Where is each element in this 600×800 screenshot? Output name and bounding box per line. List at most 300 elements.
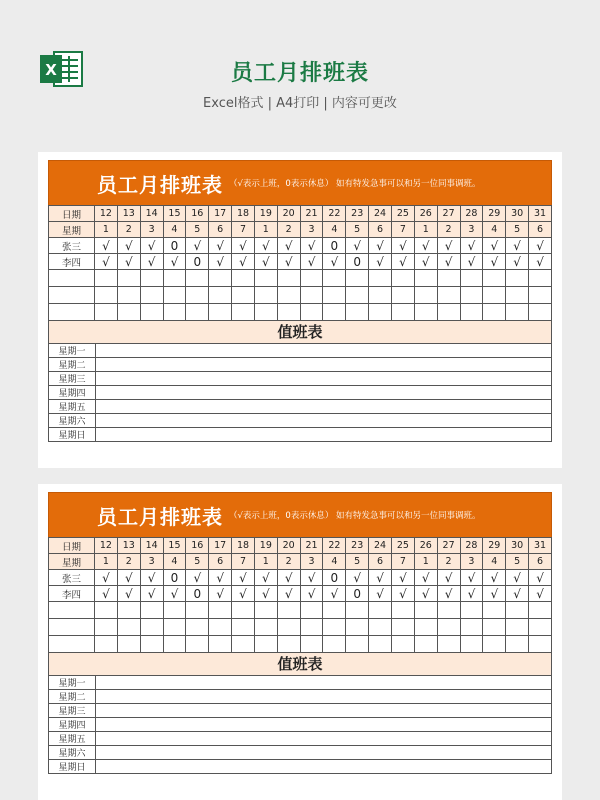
date-cell[interactable]: 24 xyxy=(369,538,392,554)
weekday-cell[interactable]: 1 xyxy=(254,554,277,570)
empty-cell[interactable] xyxy=(437,304,460,321)
empty-cell[interactable] xyxy=(232,619,255,636)
empty-cell[interactable] xyxy=(277,270,300,287)
shift-mark-cell[interactable]: √ xyxy=(95,570,118,586)
shift-mark-cell[interactable]: √ xyxy=(95,586,118,602)
weekday-cell[interactable]: 1 xyxy=(414,222,437,238)
duty-entry-cell[interactable] xyxy=(96,732,552,746)
shift-mark-cell[interactable]: √ xyxy=(369,586,392,602)
empty-cell[interactable] xyxy=(49,270,95,287)
shift-mark-cell[interactable]: 0 xyxy=(346,254,369,270)
date-cell[interactable]: 31 xyxy=(529,206,552,222)
date-cell[interactable]: 19 xyxy=(254,206,277,222)
empty-cell[interactable] xyxy=(95,304,118,321)
shift-mark-cell[interactable]: √ xyxy=(414,254,437,270)
empty-cell[interactable] xyxy=(323,619,346,636)
weekday-cell[interactable]: 2 xyxy=(117,222,140,238)
empty-cell[interactable] xyxy=(163,602,186,619)
weekday-cell[interactable]: 6 xyxy=(369,222,392,238)
shift-mark-cell[interactable]: √ xyxy=(277,238,300,254)
empty-cell[interactable] xyxy=(232,270,255,287)
date-cell[interactable]: 13 xyxy=(117,538,140,554)
empty-cell[interactable] xyxy=(277,602,300,619)
shift-mark-cell[interactable]: √ xyxy=(529,254,552,270)
empty-cell[interactable] xyxy=(117,602,140,619)
shift-mark-cell[interactable]: √ xyxy=(414,586,437,602)
shift-mark-cell[interactable]: √ xyxy=(277,586,300,602)
shift-mark-cell[interactable]: 0 xyxy=(323,570,346,586)
empty-cell[interactable] xyxy=(483,602,506,619)
empty-cell[interactable] xyxy=(163,636,186,653)
shift-mark-cell[interactable]: √ xyxy=(254,254,277,270)
shift-mark-cell[interactable]: 0 xyxy=(323,238,346,254)
empty-cell[interactable] xyxy=(323,304,346,321)
shift-mark-cell[interactable]: √ xyxy=(140,586,163,602)
empty-cell[interactable] xyxy=(300,270,323,287)
date-cell[interactable]: 31 xyxy=(529,538,552,554)
shift-mark-cell[interactable]: √ xyxy=(95,254,118,270)
empty-cell[interactable] xyxy=(414,602,437,619)
empty-cell[interactable] xyxy=(95,287,118,304)
empty-cell[interactable] xyxy=(369,636,392,653)
empty-cell[interactable] xyxy=(437,270,460,287)
weekday-cell[interactable]: 6 xyxy=(529,222,552,238)
weekday-cell[interactable]: 2 xyxy=(277,554,300,570)
empty-cell[interactable] xyxy=(254,304,277,321)
empty-cell[interactable] xyxy=(529,270,552,287)
date-cell[interactable]: 15 xyxy=(163,538,186,554)
empty-cell[interactable] xyxy=(391,270,414,287)
empty-cell[interactable] xyxy=(300,636,323,653)
empty-cell[interactable] xyxy=(209,287,232,304)
date-cell[interactable]: 12 xyxy=(95,538,118,554)
empty-cell[interactable] xyxy=(49,636,95,653)
shift-mark-cell[interactable]: √ xyxy=(254,570,277,586)
shift-mark-cell[interactable]: √ xyxy=(186,570,209,586)
empty-cell[interactable] xyxy=(437,619,460,636)
date-cell[interactable]: 17 xyxy=(209,206,232,222)
date-cell[interactable]: 17 xyxy=(209,538,232,554)
empty-cell[interactable] xyxy=(506,270,529,287)
shift-mark-cell[interactable]: √ xyxy=(346,570,369,586)
duty-entry-cell[interactable] xyxy=(96,718,552,732)
empty-cell[interactable] xyxy=(369,270,392,287)
weekday-cell[interactable]: 5 xyxy=(346,554,369,570)
empty-cell[interactable] xyxy=(209,636,232,653)
shift-mark-cell[interactable]: √ xyxy=(163,254,186,270)
duty-entry-cell[interactable] xyxy=(96,414,552,428)
shift-mark-cell[interactable]: √ xyxy=(323,254,346,270)
date-cell[interactable]: 26 xyxy=(414,538,437,554)
empty-cell[interactable] xyxy=(277,636,300,653)
shift-mark-cell[interactable]: √ xyxy=(506,238,529,254)
empty-cell[interactable] xyxy=(49,287,95,304)
weekday-cell[interactable]: 5 xyxy=(506,554,529,570)
weekday-cell[interactable]: 3 xyxy=(300,554,323,570)
date-cell[interactable]: 29 xyxy=(483,538,506,554)
weekday-cell[interactable]: 2 xyxy=(437,222,460,238)
empty-cell[interactable] xyxy=(460,270,483,287)
employee-name[interactable]: 张三 xyxy=(49,238,95,254)
shift-mark-cell[interactable]: √ xyxy=(460,238,483,254)
date-cell[interactable]: 27 xyxy=(437,206,460,222)
weekday-cell[interactable]: 3 xyxy=(460,554,483,570)
shift-mark-cell[interactable]: √ xyxy=(391,254,414,270)
weekday-cell[interactable]: 1 xyxy=(254,222,277,238)
shift-mark-cell[interactable]: √ xyxy=(391,570,414,586)
empty-cell[interactable] xyxy=(49,602,95,619)
weekday-cell[interactable]: 4 xyxy=(483,554,506,570)
empty-cell[interactable] xyxy=(437,602,460,619)
empty-cell[interactable] xyxy=(117,270,140,287)
shift-mark-cell[interactable]: √ xyxy=(437,586,460,602)
empty-cell[interactable] xyxy=(346,304,369,321)
shift-mark-cell[interactable]: 0 xyxy=(163,238,186,254)
date-cell[interactable]: 21 xyxy=(300,538,323,554)
empty-cell[interactable] xyxy=(232,287,255,304)
shift-mark-cell[interactable]: √ xyxy=(391,586,414,602)
shift-mark-cell[interactable]: √ xyxy=(437,238,460,254)
weekday-cell[interactable]: 7 xyxy=(232,554,255,570)
weekday-cell[interactable]: 7 xyxy=(391,554,414,570)
shift-mark-cell[interactable]: √ xyxy=(277,254,300,270)
shift-mark-cell[interactable]: √ xyxy=(209,586,232,602)
date-cell[interactable]: 16 xyxy=(186,538,209,554)
empty-cell[interactable] xyxy=(483,636,506,653)
shift-mark-cell[interactable]: √ xyxy=(369,238,392,254)
empty-cell[interactable] xyxy=(414,287,437,304)
duty-entry-cell[interactable] xyxy=(96,372,552,386)
empty-cell[interactable] xyxy=(140,270,163,287)
empty-cell[interactable] xyxy=(163,619,186,636)
empty-cell[interactable] xyxy=(323,602,346,619)
date-cell[interactable]: 14 xyxy=(140,206,163,222)
empty-cell[interactable] xyxy=(391,602,414,619)
weekday-cell[interactable]: 3 xyxy=(460,222,483,238)
shift-mark-cell[interactable]: √ xyxy=(140,570,163,586)
shift-mark-cell[interactable]: √ xyxy=(529,238,552,254)
empty-cell[interactable] xyxy=(506,602,529,619)
date-cell[interactable]: 23 xyxy=(346,538,369,554)
weekday-cell[interactable]: 4 xyxy=(163,554,186,570)
date-cell[interactable]: 22 xyxy=(323,538,346,554)
empty-cell[interactable] xyxy=(483,270,506,287)
empty-cell[interactable] xyxy=(254,636,277,653)
empty-cell[interactable] xyxy=(460,602,483,619)
date-cell[interactable]: 16 xyxy=(186,206,209,222)
shift-mark-cell[interactable]: √ xyxy=(300,586,323,602)
shift-mark-cell[interactable]: √ xyxy=(506,254,529,270)
empty-cell[interactable] xyxy=(346,619,369,636)
empty-cell[interactable] xyxy=(529,287,552,304)
weekday-cell[interactable]: 2 xyxy=(117,554,140,570)
empty-cell[interactable] xyxy=(209,304,232,321)
shift-mark-cell[interactable]: √ xyxy=(529,570,552,586)
empty-cell[interactable] xyxy=(49,619,95,636)
weekday-cell[interactable]: 6 xyxy=(529,554,552,570)
empty-cell[interactable] xyxy=(49,304,95,321)
date-cell[interactable]: 13 xyxy=(117,206,140,222)
empty-cell[interactable] xyxy=(369,602,392,619)
empty-cell[interactable] xyxy=(391,619,414,636)
shift-mark-cell[interactable]: √ xyxy=(232,254,255,270)
empty-cell[interactable] xyxy=(140,304,163,321)
weekday-cell[interactable]: 2 xyxy=(277,222,300,238)
weekday-cell[interactable]: 6 xyxy=(369,554,392,570)
date-cell[interactable]: 30 xyxy=(506,538,529,554)
empty-cell[interactable] xyxy=(186,270,209,287)
weekday-cell[interactable]: 4 xyxy=(323,222,346,238)
empty-cell[interactable] xyxy=(460,304,483,321)
empty-cell[interactable] xyxy=(232,636,255,653)
shift-mark-cell[interactable]: 0 xyxy=(163,570,186,586)
shift-mark-cell[interactable]: √ xyxy=(346,238,369,254)
shift-mark-cell[interactable]: √ xyxy=(323,586,346,602)
empty-cell[interactable] xyxy=(369,287,392,304)
empty-cell[interactable] xyxy=(186,636,209,653)
empty-cell[interactable] xyxy=(437,287,460,304)
duty-entry-cell[interactable] xyxy=(96,400,552,414)
shift-mark-cell[interactable]: √ xyxy=(117,254,140,270)
duty-entry-cell[interactable] xyxy=(96,428,552,442)
date-cell[interactable]: 24 xyxy=(369,206,392,222)
shift-mark-cell[interactable]: √ xyxy=(140,238,163,254)
empty-cell[interactable] xyxy=(323,636,346,653)
shift-mark-cell[interactable]: √ xyxy=(414,238,437,254)
empty-cell[interactable] xyxy=(186,619,209,636)
shift-mark-cell[interactable]: √ xyxy=(163,586,186,602)
weekday-cell[interactable]: 3 xyxy=(140,222,163,238)
empty-cell[interactable] xyxy=(483,619,506,636)
empty-cell[interactable] xyxy=(95,270,118,287)
date-cell[interactable]: 21 xyxy=(300,206,323,222)
empty-cell[interactable] xyxy=(95,636,118,653)
empty-cell[interactable] xyxy=(414,270,437,287)
shift-mark-cell[interactable]: √ xyxy=(300,238,323,254)
empty-cell[interactable] xyxy=(529,619,552,636)
shift-mark-cell[interactable]: √ xyxy=(437,254,460,270)
shift-mark-cell[interactable]: √ xyxy=(232,570,255,586)
empty-cell[interactable] xyxy=(391,636,414,653)
shift-mark-cell[interactable]: √ xyxy=(95,238,118,254)
shift-mark-cell[interactable]: √ xyxy=(483,586,506,602)
empty-cell[interactable] xyxy=(391,304,414,321)
shift-mark-cell[interactable]: √ xyxy=(232,238,255,254)
empty-cell[interactable] xyxy=(140,619,163,636)
empty-cell[interactable] xyxy=(232,304,255,321)
date-cell[interactable]: 14 xyxy=(140,538,163,554)
employee-name[interactable]: 李四 xyxy=(49,254,95,270)
empty-cell[interactable] xyxy=(232,602,255,619)
shift-mark-cell[interactable]: √ xyxy=(506,586,529,602)
duty-entry-cell[interactable] xyxy=(96,386,552,400)
shift-mark-cell[interactable]: √ xyxy=(529,586,552,602)
empty-cell[interactable] xyxy=(414,619,437,636)
shift-mark-cell[interactable]: √ xyxy=(460,254,483,270)
shift-mark-cell[interactable]: √ xyxy=(300,254,323,270)
shift-mark-cell[interactable]: √ xyxy=(414,570,437,586)
empty-cell[interactable] xyxy=(529,602,552,619)
empty-cell[interactable] xyxy=(277,619,300,636)
empty-cell[interactable] xyxy=(483,287,506,304)
empty-cell[interactable] xyxy=(186,304,209,321)
empty-cell[interactable] xyxy=(300,287,323,304)
weekday-cell[interactable]: 5 xyxy=(186,222,209,238)
empty-cell[interactable] xyxy=(346,287,369,304)
shift-mark-cell[interactable]: 0 xyxy=(346,586,369,602)
empty-cell[interactable] xyxy=(300,602,323,619)
date-cell[interactable]: 25 xyxy=(391,538,414,554)
weekday-cell[interactable]: 7 xyxy=(232,222,255,238)
empty-cell[interactable] xyxy=(323,270,346,287)
date-cell[interactable]: 23 xyxy=(346,206,369,222)
empty-cell[interactable] xyxy=(346,270,369,287)
empty-cell[interactable] xyxy=(506,619,529,636)
empty-cell[interactable] xyxy=(460,619,483,636)
empty-cell[interactable] xyxy=(483,304,506,321)
shift-mark-cell[interactable]: √ xyxy=(254,238,277,254)
empty-cell[interactable] xyxy=(209,270,232,287)
empty-cell[interactable] xyxy=(163,304,186,321)
shift-mark-cell[interactable]: 0 xyxy=(186,586,209,602)
shift-mark-cell[interactable]: √ xyxy=(460,586,483,602)
empty-cell[interactable] xyxy=(209,619,232,636)
weekday-cell[interactable]: 3 xyxy=(140,554,163,570)
empty-cell[interactable] xyxy=(346,602,369,619)
date-cell[interactable]: 18 xyxy=(232,206,255,222)
empty-cell[interactable] xyxy=(414,304,437,321)
duty-entry-cell[interactable] xyxy=(96,760,552,774)
empty-cell[interactable] xyxy=(369,619,392,636)
shift-mark-cell[interactable]: √ xyxy=(369,570,392,586)
empty-cell[interactable] xyxy=(209,602,232,619)
date-cell[interactable]: 29 xyxy=(483,206,506,222)
empty-cell[interactable] xyxy=(186,287,209,304)
empty-cell[interactable] xyxy=(414,636,437,653)
empty-cell[interactable] xyxy=(369,304,392,321)
employee-name[interactable]: 张三 xyxy=(49,570,95,586)
empty-cell[interactable] xyxy=(117,287,140,304)
empty-cell[interactable] xyxy=(529,304,552,321)
date-cell[interactable]: 20 xyxy=(277,538,300,554)
empty-cell[interactable] xyxy=(506,287,529,304)
weekday-cell[interactable]: 4 xyxy=(483,222,506,238)
date-cell[interactable]: 18 xyxy=(232,538,255,554)
shift-mark-cell[interactable]: √ xyxy=(209,254,232,270)
shift-mark-cell[interactable]: √ xyxy=(483,570,506,586)
empty-cell[interactable] xyxy=(506,304,529,321)
weekday-cell[interactable]: 1 xyxy=(414,554,437,570)
empty-cell[interactable] xyxy=(95,602,118,619)
shift-mark-cell[interactable]: √ xyxy=(117,570,140,586)
shift-mark-cell[interactable]: √ xyxy=(483,254,506,270)
date-cell[interactable]: 22 xyxy=(323,206,346,222)
shift-mark-cell[interactable]: √ xyxy=(117,586,140,602)
weekday-cell[interactable]: 1 xyxy=(95,554,118,570)
shift-mark-cell[interactable]: √ xyxy=(140,254,163,270)
empty-cell[interactable] xyxy=(277,304,300,321)
empty-cell[interactable] xyxy=(277,287,300,304)
empty-cell[interactable] xyxy=(391,287,414,304)
empty-cell[interactable] xyxy=(254,270,277,287)
empty-cell[interactable] xyxy=(506,636,529,653)
empty-cell[interactable] xyxy=(460,636,483,653)
empty-cell[interactable] xyxy=(186,602,209,619)
empty-cell[interactable] xyxy=(254,602,277,619)
empty-cell[interactable] xyxy=(163,287,186,304)
duty-entry-cell[interactable] xyxy=(96,676,552,690)
empty-cell[interactable] xyxy=(254,287,277,304)
date-cell[interactable]: 20 xyxy=(277,206,300,222)
empty-cell[interactable] xyxy=(117,636,140,653)
date-cell[interactable]: 28 xyxy=(460,538,483,554)
duty-entry-cell[interactable] xyxy=(96,344,552,358)
date-cell[interactable]: 25 xyxy=(391,206,414,222)
employee-name[interactable]: 李四 xyxy=(49,586,95,602)
shift-mark-cell[interactable]: √ xyxy=(483,238,506,254)
weekday-cell[interactable]: 4 xyxy=(323,554,346,570)
empty-cell[interactable] xyxy=(300,619,323,636)
weekday-cell[interactable]: 5 xyxy=(506,222,529,238)
shift-mark-cell[interactable]: √ xyxy=(209,238,232,254)
empty-cell[interactable] xyxy=(346,636,369,653)
duty-entry-cell[interactable] xyxy=(96,690,552,704)
weekday-cell[interactable]: 1 xyxy=(95,222,118,238)
empty-cell[interactable] xyxy=(437,636,460,653)
shift-mark-cell[interactable]: √ xyxy=(391,238,414,254)
empty-cell[interactable] xyxy=(254,619,277,636)
shift-mark-cell[interactable]: √ xyxy=(232,586,255,602)
shift-mark-cell[interactable]: √ xyxy=(460,570,483,586)
empty-cell[interactable] xyxy=(140,636,163,653)
empty-cell[interactable] xyxy=(529,636,552,653)
shift-mark-cell[interactable]: 0 xyxy=(186,254,209,270)
empty-cell[interactable] xyxy=(117,304,140,321)
shift-mark-cell[interactable]: √ xyxy=(369,254,392,270)
date-cell[interactable]: 30 xyxy=(506,206,529,222)
shift-mark-cell[interactable]: √ xyxy=(254,586,277,602)
weekday-cell[interactable]: 3 xyxy=(300,222,323,238)
weekday-cell[interactable]: 5 xyxy=(186,554,209,570)
shift-mark-cell[interactable]: √ xyxy=(437,570,460,586)
empty-cell[interactable] xyxy=(323,287,346,304)
weekday-cell[interactable]: 5 xyxy=(346,222,369,238)
empty-cell[interactable] xyxy=(140,287,163,304)
shift-mark-cell[interactable]: √ xyxy=(117,238,140,254)
shift-mark-cell[interactable]: √ xyxy=(277,570,300,586)
empty-cell[interactable] xyxy=(95,619,118,636)
date-cell[interactable]: 12 xyxy=(95,206,118,222)
date-cell[interactable]: 19 xyxy=(254,538,277,554)
weekday-cell[interactable]: 4 xyxy=(163,222,186,238)
duty-entry-cell[interactable] xyxy=(96,704,552,718)
date-cell[interactable]: 27 xyxy=(437,538,460,554)
empty-cell[interactable] xyxy=(460,287,483,304)
shift-mark-cell[interactable]: √ xyxy=(209,570,232,586)
shift-mark-cell[interactable]: √ xyxy=(300,570,323,586)
shift-mark-cell[interactable]: √ xyxy=(506,570,529,586)
weekday-cell[interactable]: 6 xyxy=(209,554,232,570)
shift-mark-cell[interactable]: √ xyxy=(186,238,209,254)
duty-entry-cell[interactable] xyxy=(96,358,552,372)
weekday-cell[interactable]: 6 xyxy=(209,222,232,238)
date-cell[interactable]: 15 xyxy=(163,206,186,222)
empty-cell[interactable] xyxy=(140,602,163,619)
date-cell[interactable]: 28 xyxy=(460,206,483,222)
date-cell[interactable]: 26 xyxy=(414,206,437,222)
empty-cell[interactable] xyxy=(300,304,323,321)
weekday-cell[interactable]: 2 xyxy=(437,554,460,570)
